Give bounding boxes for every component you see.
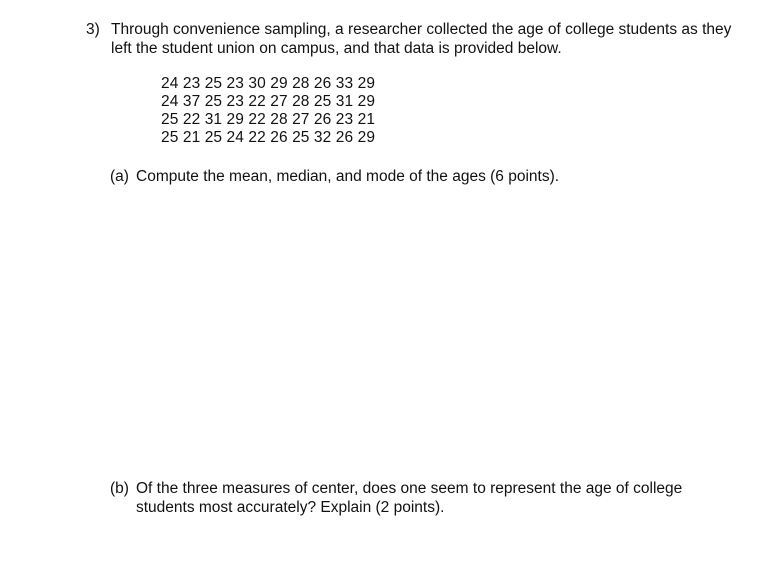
part-b-text: Of the three measures of center, does one seem to represent the age of college students most accurately? Explain (2 points). — [136, 480, 683, 516]
question-prompt: Through convenience sampling, a researcher collected the age of college students as they left the student union on campus, and that data is provided below. — [111, 21, 732, 57]
data-row: 24 37 25 23 22 27 28 25 31 29 — [161, 93, 376, 110]
data-row: 25 22 31 29 22 28 27 26 23 21 — [161, 111, 376, 128]
part-a-text: Compute the mean, median, and mode of the ages (6 points). — [136, 168, 560, 185]
data-row: 25 21 25 24 22 26 25 32 26 29 — [161, 129, 376, 146]
part-b-label: (b) — [110, 480, 129, 497]
part-a — [110, 167, 730, 186]
question-number: 3) — [86, 21, 100, 38]
age-data-table — [161, 75, 375, 147]
question-3 — [86, 20, 736, 58]
part-a-label: (a) — [110, 168, 129, 185]
data-row: 24 23 25 23 30 29 28 26 33 29 — [161, 75, 376, 92]
part-b — [110, 479, 730, 517]
